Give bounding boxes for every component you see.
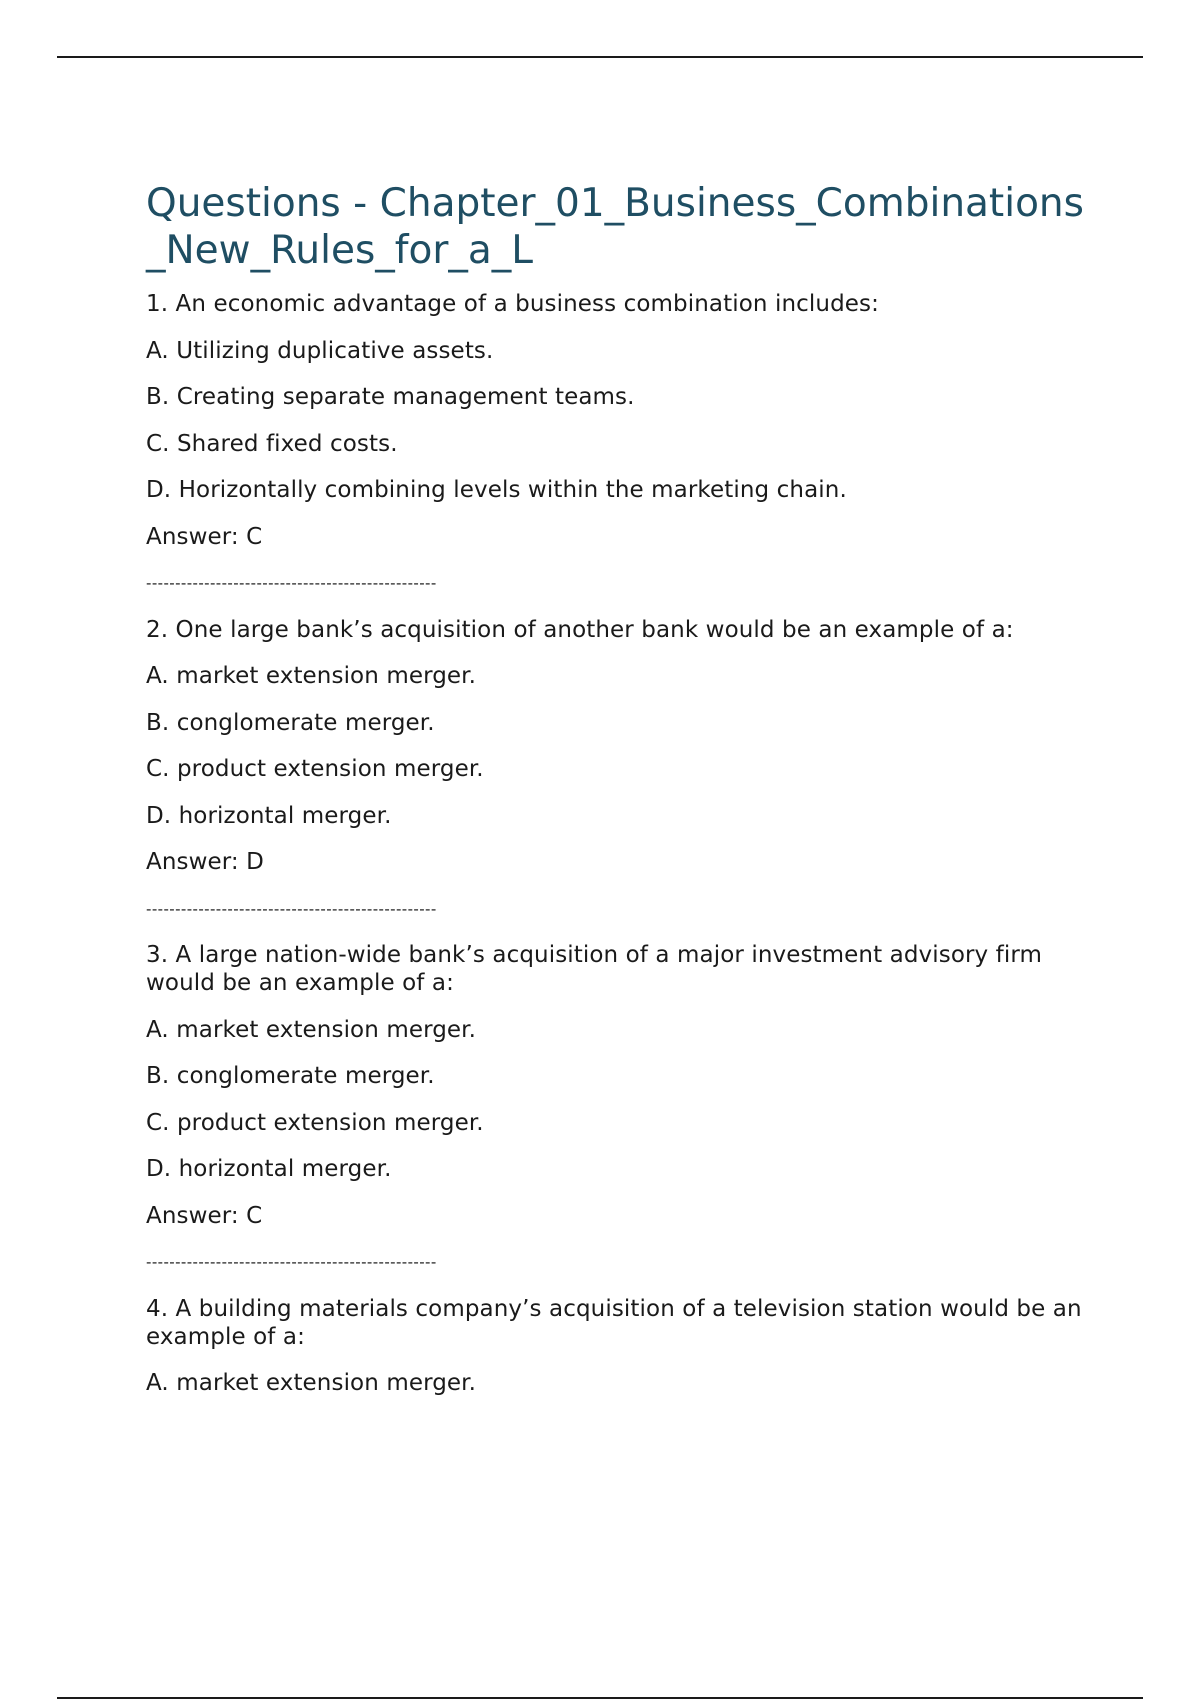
answer-key: Answer: D [146, 849, 264, 875]
question-block [146, 616, 1086, 923]
answer-option: D. horizontal merger. [146, 1156, 392, 1182]
answer-option: B. conglomerate merger. [146, 709, 435, 736]
answer-option: C. product extension merger. [146, 756, 484, 782]
top-rule [57, 56, 1143, 58]
question-block [146, 941, 1086, 1276]
answer-option: B. Creating separate management teams. [146, 384, 635, 410]
answer-key: Answer: C [146, 523, 263, 550]
answer-option: D. horizontal merger. [146, 802, 392, 829]
answer-option: A. market extension merger. [146, 663, 477, 689]
answer-option: C. Shared fixed costs. [146, 430, 398, 457]
question-block [146, 1295, 1086, 1398]
question-stem: 1. An economic advantage of a business combination includes: [146, 291, 879, 317]
document-body [146, 180, 1086, 1416]
answer-option: A. market extension merger. [146, 1370, 477, 1396]
question-separator: -------------------------------------------------- [146, 1253, 437, 1271]
question-separator: -------------------------------------------------- [146, 574, 437, 592]
question-stem: 3. A large nation-wide bank’s acquisition of a major investment advisory firm would be an example of a: [146, 942, 1043, 996]
question-stem: 4. A building materials company’s acquisition of a television station would be an example of a: [146, 1295, 1082, 1350]
bottom-rule [57, 1697, 1143, 1699]
answer-option: A. market extension merger. [146, 1016, 477, 1043]
question-stem: 2. One large bank’s acquisition of another bank would be an example of a: [146, 616, 1014, 643]
question-separator: -------------------------------------------------- [146, 899, 437, 918]
answer-option: D. Horizontally combining levels within the marketing chain. [146, 477, 847, 503]
page-title: Questions - Chapter_01_Business_Combinations_New_Rules_for_a_L [146, 181, 1084, 273]
answer-option: B. conglomerate merger. [146, 1063, 435, 1089]
answer-key: Answer: C [146, 1202, 263, 1229]
question-block [146, 290, 1086, 597]
answer-option: C. product extension merger. [146, 1109, 484, 1136]
answer-option: A. Utilizing duplicative assets. [146, 337, 494, 364]
